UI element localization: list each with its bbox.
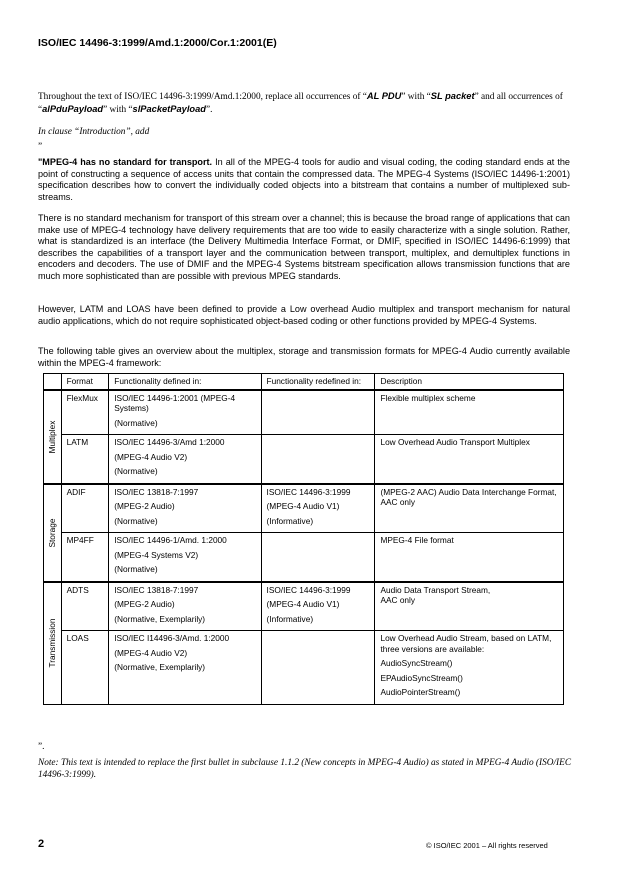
table-row: LOAS ISO/IEC I14496-3/Amd. 1:2000 (MPEG-4 Audio V2) (Normative, Exemplarily) Low Overhead Audio Stream, based on LATM, three versions are available: AudioSyncStream() EPAudioSyncStream() AudioPointerStream() — [44, 631, 564, 705]
paragraph-dmif: There is no standard mechanism for transport of this stream over a channel; this is because the broad range of applications that can make use of MPEG-4 technology have delivery requirements that are too wide to easily characterize with a single solution. Rather, what is standardized is an interface (the Delivery Multimedia Interface Format, or DMIF, specified in ISO/IEC 14496-6:1999) that describes the capabilities of a transport layer and the communication between transport, multiplex, and demultiplex functions in encoders and decoders. The use of DMIF and the MPEG-4 Systems bitstream specification allows transmission functions that are much more sophisticated than are possible with previous MPEG standards. — [38, 213, 570, 281]
paragraph-transport: "MPEG-4 has no standard for transport. In all of the MPEG-4 tools for audio and visual coding, the coding standard ends at the point of constructing a sequence of access units that contain the compressed data. The MPEG-4 Systems (ISO/IEC 14496-1:2001) specification describes how to convert the individually coded objects into a bitstream that contains a number of multiplexed sub-streams. — [38, 157, 570, 202]
corner-cell — [44, 374, 62, 390]
group-multiplex: Multiplex — [44, 390, 62, 484]
table-header-row — [44, 374, 564, 390]
clause-instruction: In clause “Introduction”, add — [38, 127, 150, 137]
table-row: Transmission ADTS ISO/IEC 13818-7:1997 (MPEG-2 Audio) (Normative, Exemplarily) ISO/IEC 14496-3:1999 (MPEG-4 Audio V1) (Informative) Audio Data Transport Stream, AAC only — [44, 582, 564, 631]
format-table — [43, 373, 564, 705]
table-row: Multiplex FlexMux ISO/IEC 14496-1:2001 (MPEG-4 Systems) (Normative) Flexible multiplex scheme — [44, 390, 564, 435]
header-defined: Functionality defined in: — [109, 374, 261, 390]
page-number: 2 — [38, 838, 45, 850]
header-description: Description — [375, 374, 564, 390]
group-transmission: Transmission — [44, 582, 62, 705]
table-row: LATM ISO/IEC 14496-3/Amd 1:2000 (MPEG-4 Audio V2) (Normative) Low Overhead Audio Transport Multiplex — [44, 435, 564, 484]
group-storage: Storage — [44, 484, 62, 582]
replacement-instruction: Throughout the text of ISO/IEC 14496-3:1999/Amd.1:2000, replace all occurrences of “AL PDU” with “SL packet” and all occurrences of “alPduPayload” with “slPacketPayload”. — [38, 91, 563, 115]
copyright-notice: © ISO/IEC 2001 – All rights reserved — [426, 841, 548, 850]
term-al-pdu: AL PDU — [366, 91, 402, 101]
note-text: Note: This text is intended to replace the first bullet in subclause 1.1.2 (New concepts in MPEG-4 Audio) as stated in MPEG-4 Audio (ISO/IEC 14496-3:1999). — [38, 758, 572, 780]
term-slpacketpayload: slPacketPayload — [132, 104, 206, 114]
header-format: Format — [61, 374, 109, 390]
table-row: Storage ADIF ISO/IEC 13818-7:1997 (MPEG-2 Audio) (Normative) ISO/IEC 14496-3:1999 (MPEG-4 Audio V1) (Informative) (MPEG-2 AAC) Audio Data Interchange Format, AAC only — [44, 484, 564, 533]
table-row: MP4FF ISO/IEC 14496-1/Amd. 1:2000 (MPEG-4 Systems V2) (Normative) MPEG-4 File format — [44, 533, 564, 582]
quote-close: ”. — [38, 742, 45, 752]
term-alpdupayload: alPduPayload — [42, 104, 104, 114]
header-redefined: Functionality redefined in: — [261, 374, 375, 390]
paragraph-latm-loas: However, LATM and LOAS have been defined to provide a Low overhead Audio multiplex and transport mechanism for natural audio applications, which do not require sophisticated object-based coding or other functions provided by MPEG-4 Systems. — [38, 304, 570, 326]
document-header: ISO/IEC 14496-3:1999/Amd.1:2000/Cor.1:2001(E) — [38, 37, 277, 49]
term-sl-packet: SL packet — [430, 91, 475, 101]
quote-open: ” — [38, 142, 43, 152]
paragraph-table-intro: The following table gives an overview about the multiplex, storage and transmission formats for MPEG-4 Audio currently available within the MPEG-4 framework: — [38, 346, 570, 368]
